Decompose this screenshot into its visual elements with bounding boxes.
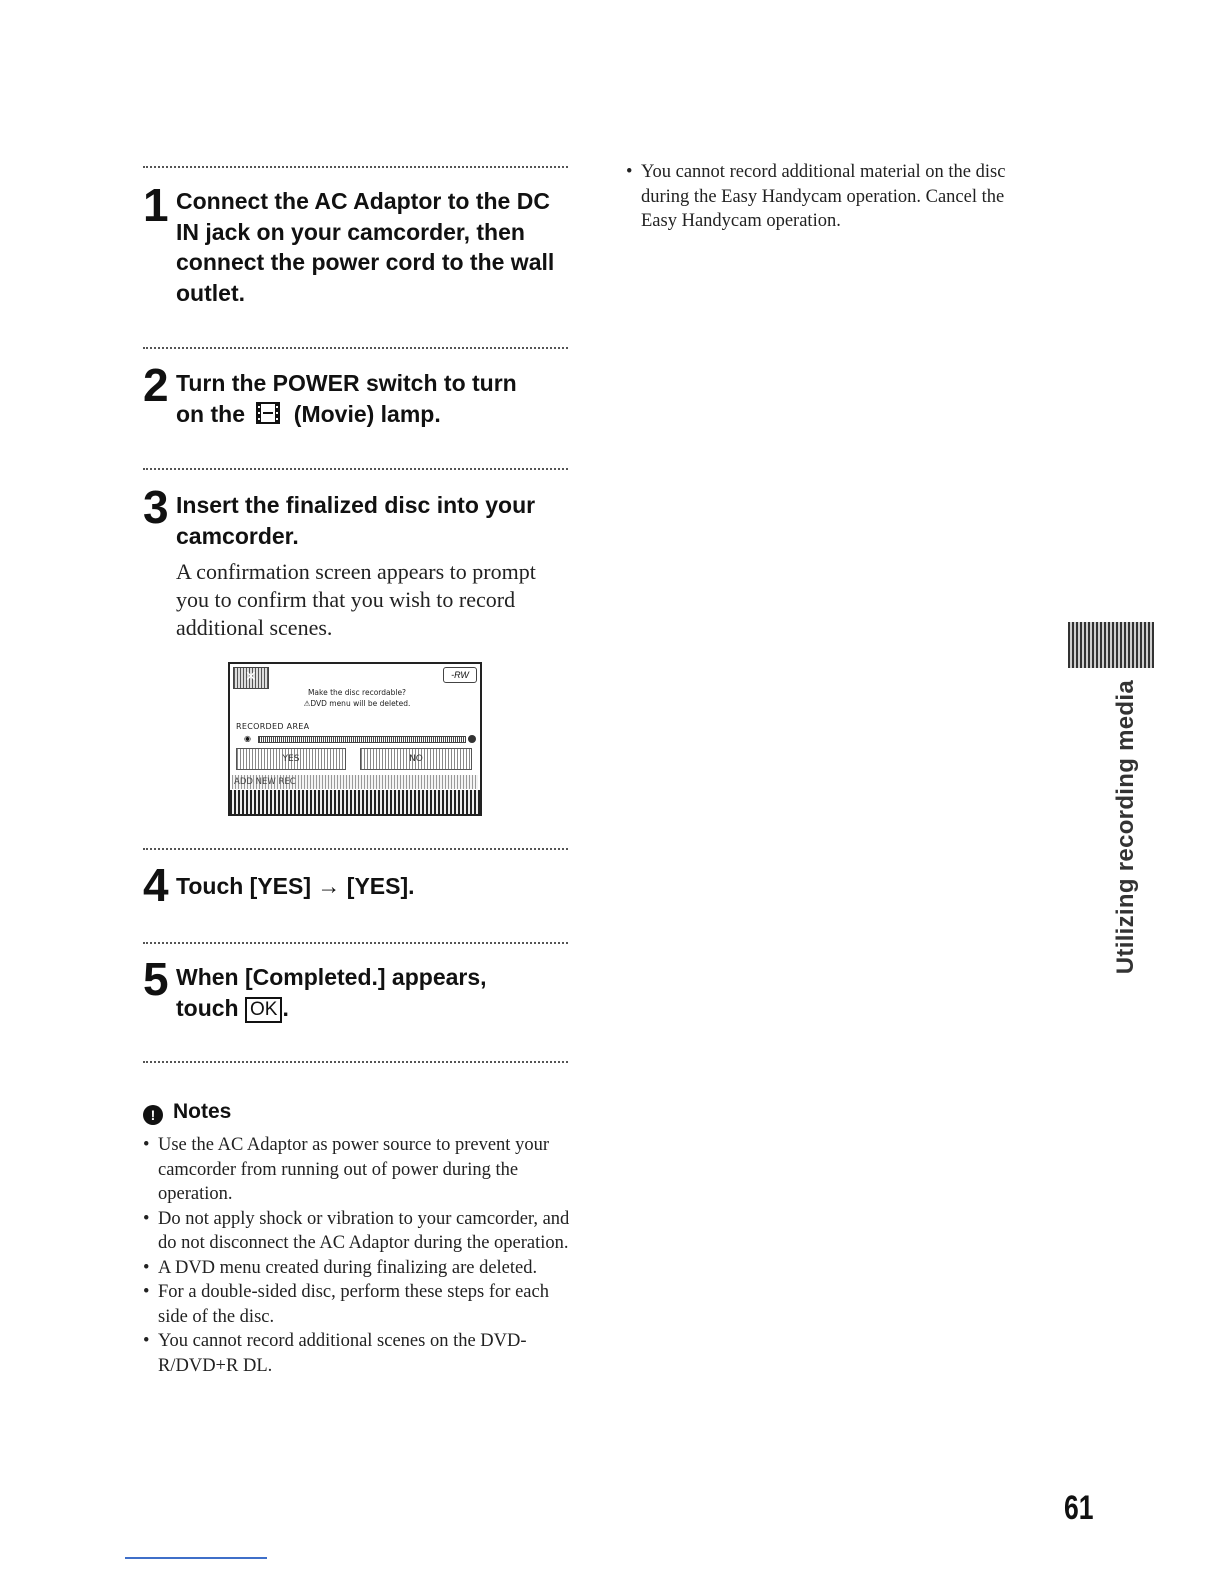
step-text-after: . [282, 994, 289, 1021]
no-button[interactable]: NO [360, 748, 472, 770]
bar-end-icon [468, 735, 476, 743]
confirmation-screen [228, 662, 482, 816]
section-tab-label: Utilizing recording media [1112, 680, 1139, 975]
step-text: Insert the finalized disc into your camcorder. [176, 492, 536, 549]
step-text: Connect the AC Adaptor to the DC IN jack on your camcorder, then connect the power cord to the wall outlet. [176, 188, 555, 306]
notes-title: Notes [173, 1100, 232, 1123]
divider [143, 848, 568, 850]
divider [143, 468, 568, 470]
step-text [176, 962, 516, 1023]
step-text: Touch [YES] → [YES]. [176, 873, 415, 899]
close-icon: ✕ [245, 669, 257, 685]
step-text-before: Turn the POWER switch to turn on the [176, 370, 517, 427]
disc-type-badge: -RW [443, 667, 477, 683]
step-number: 2 [143, 359, 169, 411]
recorded-area-bar [258, 736, 466, 743]
right-note-list [626, 160, 1026, 234]
step-text [176, 368, 546, 429]
screen-warning: ⚠DVD menu will be deleted. [303, 699, 411, 708]
add-new-rec-label: ADD NEW REC [232, 775, 478, 789]
step-text-before: When [Completed.] appears, touch [176, 964, 487, 1021]
list-item: • Use the AC Adaptor as power source to prevent your camcorder from running out of power during the operation. [143, 1133, 573, 1207]
divider [143, 347, 568, 349]
list-item: • You cannot record additional material on the disc during the Easy Handycam operation. Cancel the Easy Handycam operation. [626, 160, 1026, 234]
list-item: • Do not apply shock or vibration to your camcorder, and do not disconnect the AC Adaptor during the operation. [143, 1207, 573, 1256]
close-button[interactable] [233, 667, 269, 689]
section-tab-marker [1068, 622, 1154, 668]
notes-heading [143, 1098, 231, 1126]
screen-message: Make the disc recordable? [307, 688, 407, 697]
divider [143, 166, 568, 168]
step-number: 5 [143, 953, 169, 1005]
page-number: 61 [1064, 1489, 1094, 1527]
step-number: 3 [143, 481, 169, 533]
disc-icon: ◉ [244, 734, 251, 743]
step-description: A confirmation screen appears to prompt you to confirm that you wish to record additional scenes. [176, 559, 536, 640]
divider [143, 942, 568, 944]
ok-button-icon: OK [245, 997, 282, 1023]
step-number: 1 [143, 179, 169, 231]
list-item: • You cannot record additional scenes on the DVD-R/DVD+R DL. [143, 1329, 573, 1378]
recorded-area-label: RECORDED AREA [236, 722, 310, 731]
movie-lamp-icon [255, 401, 281, 423]
list-item: • A DVD menu created during finalizing are deleted. [143, 1256, 573, 1281]
notes-list [143, 1133, 573, 1378]
notes-icon: ! [143, 1105, 163, 1125]
footer-line [125, 1557, 267, 1559]
screen-bottom-band [230, 790, 482, 816]
divider [143, 1061, 568, 1063]
step-text-after: (Movie) lamp. [293, 400, 441, 427]
list-item: • For a double-sided disc, perform these steps for each side of the disc. [143, 1280, 573, 1329]
yes-button[interactable]: YES [236, 748, 346, 770]
step-number: 4 [143, 859, 169, 911]
